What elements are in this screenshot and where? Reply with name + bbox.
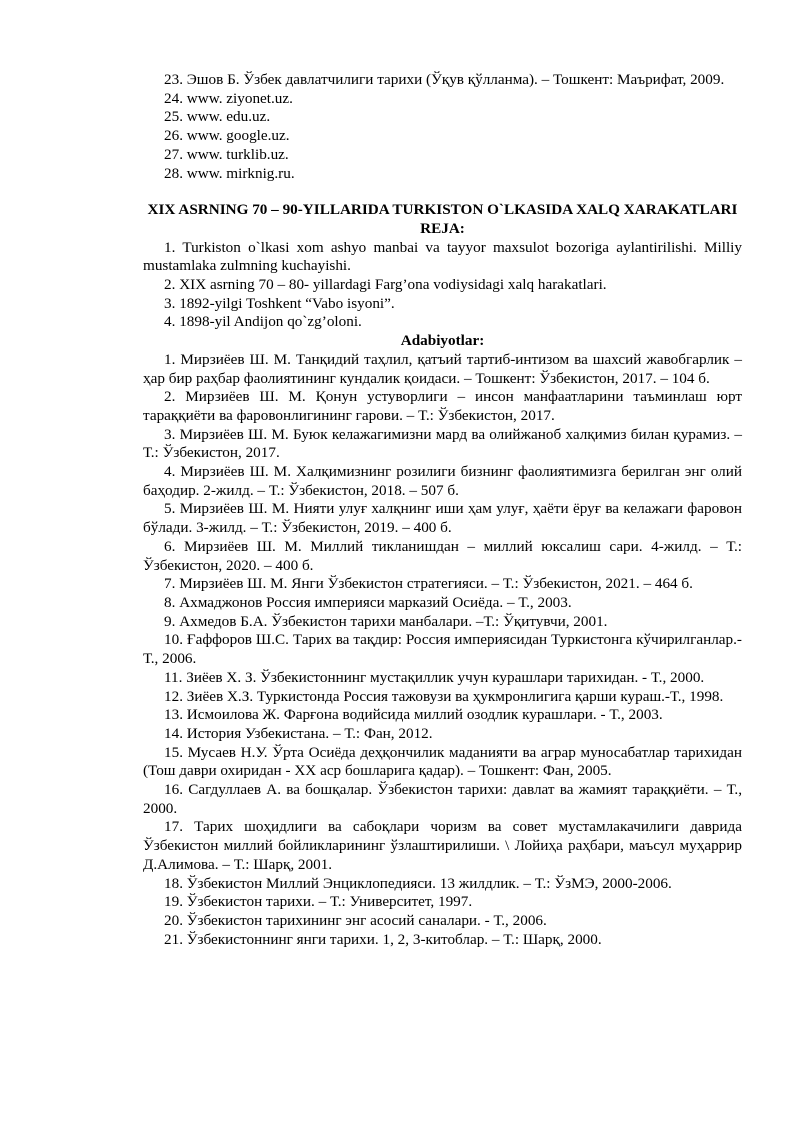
- reja-heading: REJA:: [420, 219, 465, 237]
- reja-list: [143, 239, 742, 333]
- section-title: XIX ASRNING 70 – 90-YILLARIDA TURKISTON O`LKASIDA XALQ XARAKATLARI: [147, 201, 738, 219]
- reference-item: 25. www. edu.uz.: [164, 108, 271, 126]
- bibliography-item: 14. История Узбекистана. – Т.: Фан, 2012.: [164, 724, 433, 742]
- bibliography-item: 21. Ўзбекистоннинг янги тарихи. 1, 2, 3-китоблар. – Т.: Шарқ, 2000.: [164, 930, 602, 948]
- reference-item: 26. www. google.uz.: [164, 127, 290, 145]
- plan-item: 1. Turkiston o`lkasi xom ashyo manbai va tayyor maxsulot bozoriga aylantirilishi. Milliy mustamlaka zulmning kuchayishi.: [143, 238, 742, 275]
- reference-item: 23. Эшов Б. Ўзбек давлатчилиги тарихи (Ўқув қўлланма). – Тошкент: Маърифат, 2009.: [164, 71, 725, 88]
- bibliography-list: [143, 351, 742, 950]
- bibliography-item: 19. Ўзбекистон тарихи. – Т.: Университет, 1997.: [164, 893, 473, 911]
- bibliography-item: 16. Сагдуллаев А. ва бошқалар. Ўзбекистон тарихи: давлат ва жамият тараққиёти. – Т., 2000.: [143, 781, 742, 817]
- bibliography-item: 1. Мирзиёев Ш. М. Танқидий таҳлил, қатъий тартиб-интизом ва шахсий жавобгарлик – ҳар бир раҳбар фаолиятининг кундалик қоидаси. – Тошкент: Ўзбекистон, 2017. – 104 б.: [143, 350, 742, 387]
- bibliography-item: 12. Зиёев Х.З. Туркистонда Россия тажовузи ва ҳукмронлигига қарши кураш.-Т., 1998.: [164, 687, 724, 705]
- bibliography-item: 3. Мирзиёев Ш. М. Буюк келажагимизни мард ва олийжаноб халқимиз билан қурамиз. – Т.: Ўзбекистон, 2017.: [143, 425, 742, 462]
- bibliography-item: 6. Мирзиёев Ш. М. Миллий тикланишдан – миллий юксалиш сари. 4-жилд. – Т.: Ўзбекистон, 2020. – 400 б.: [143, 537, 742, 574]
- top-reference-list: [143, 71, 742, 183]
- reference-item: 24. www. ziyonet.uz.: [164, 89, 293, 107]
- bibliography-item: 5. Мирзиёев Ш. М. Нияти улуғ халқнинг иши ҳам улуғ, ҳаёти ёруғ ва келажаги фаровон бўлади. 3-жилд. – Т.: Ўзбекистон, 2019. – 400 б.: [143, 500, 742, 537]
- plan-item: 3. 1892-yilgi Toshkent “Vabo isyoni”.: [164, 294, 395, 312]
- bibliography-item: 18. Ўзбекистон Миллий Энциклопедияси. 13 жилдлик. – Т.: ЎзМЭ, 2000-2006.: [164, 874, 672, 892]
- bibliography-item: 17. Тарих шоҳидлиги ва сабоқлари чоризм ва совет мустамлакачилиги даврида Ўзбекистон миллий бойликларининг ўзлаштирилиши. \ Лойиҳа раҳбари, маъсул муҳаррир Д.Алимова. – Т.: Шарқ, 2001.: [143, 818, 742, 873]
- plan-item: 4. 1898-yil Andijon qo`zg’oloni.: [164, 313, 362, 331]
- bibliography-item: 13. Исмоилова Ж. Фарғона водийсида миллий озодлик курашлари. - Т., 2003.: [164, 706, 663, 724]
- bibliography-item: 7. Мирзиёев Ш. М. Янги Ўзбекистон стратегияси. – Т.: Ўзбекистон, 2021. – 464 б.: [164, 575, 693, 593]
- reference-item: 28. www. mirknig.ru.: [164, 164, 295, 182]
- bibliography-item: 4. Мирзиёев Ш. М. Халқимизнинг розилиги бизнинг фаолиятимизга берилган энг олий баҳодир. 2-жилд. – Т.: Ўзбекистон, 2018. – 507 б.: [143, 463, 742, 499]
- bibliography-item: 9. Ахмедов Б.А. Ўзбекистон тарихи манбалари. –Т.: Ўқитувчи, 2001.: [164, 612, 608, 630]
- bibliography-item: 20. Ўзбекистон тарихининг энг асосий саналари. - Т., 2006.: [164, 911, 547, 929]
- bibliography-item: 2. Мирзиёев Ш. М. Қонун устуворлиги – инсон манфаатларини таъминлаш юрт тараққиёти ва фаровонлигининг гарови. – Т.: Ўзбекистон, 2017.: [143, 388, 742, 424]
- bibliography-item: 10. Ғаффоров Ш.С. Тарих ва тақдир: Россия империясидан Туркистонга кўчирилганлар.-Т., 2006.: [143, 631, 742, 668]
- bibliography-item: 11. Зиёев Х. З. Ўзбекистоннинг мустақиллик учун курашлари тарихидан. - Т., 2000.: [164, 668, 705, 686]
- plan-item: 2. XIX asrning 70 – 80- yillardagi Farg’ona vodiysidagi xalq harakatlari.: [164, 276, 607, 294]
- bibliography-item: 8. Ахмаджонов Россия империяси марказий Осиёда. – Т., 2003.: [164, 593, 572, 611]
- reference-item: 27. www. turklib.uz.: [164, 145, 289, 163]
- adabiyotlar-heading: Adabiyotlar:: [400, 332, 485, 350]
- bibliography-item: 15. Мусаев Н.У. Ўрта Осиёда деҳқончилик маданияти ва аграр муносабатлар тарихидан (Тош даври охиридан - ХХ аср бошларига қадар). – Тошкент: Фан, 2005.: [143, 743, 742, 780]
